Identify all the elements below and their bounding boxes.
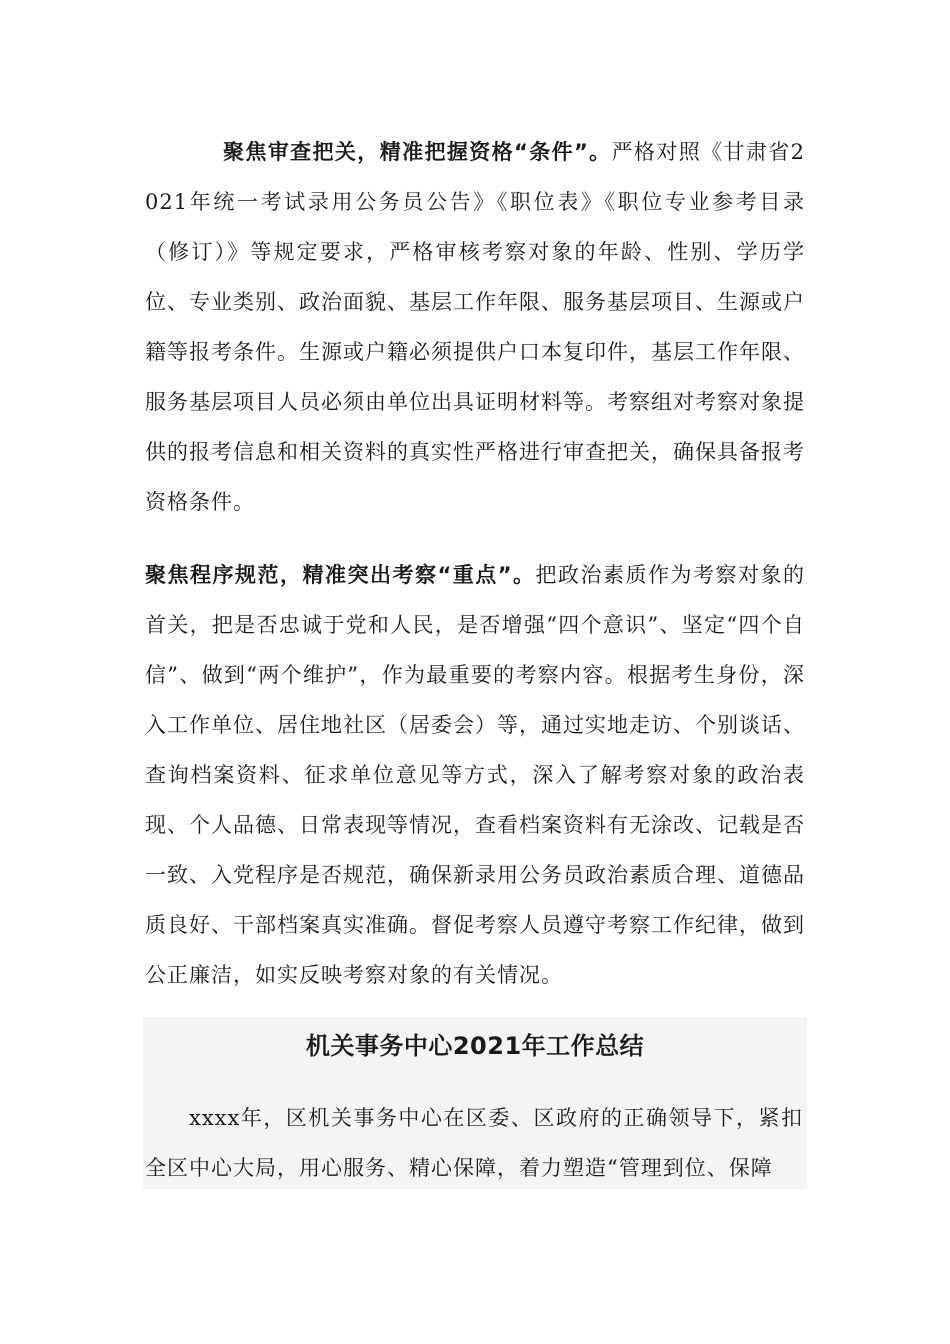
paragraph-qualification-review <box>145 127 805 527</box>
summary-title: 机关事务中心2021年工作总结 <box>305 1032 645 1060</box>
summary-body-text: xxxx年，区机关事务中心在区委、区政府的正确领导下，紧扣全区中心大局，用心服务、精心保障，着力塑造“管理到位、保障 <box>145 1106 803 1180</box>
paragraph-procedure-standard <box>145 550 805 1000</box>
paragraph-lead-heading: 聚焦审查把关，精准把握资格“条件”。 <box>223 140 612 164</box>
summary-excerpt-block <box>143 1017 807 1189</box>
paragraph-lead-heading: 聚焦程序规范，精准突出考察“重点”。 <box>145 563 536 587</box>
paragraph-body-text: 严格对照《甘肃省2021年统一考试录用公务员公告》《职位表》《职位专业参考目录（修订）》等规定要求，严格审核考察对象的年龄、性别、学历学位、专业类别、政治面貌、基层工作年限、服务基层项目、生源或户籍等报考条件。生源或户籍必须提供户口本复印件，基层工作年限、服务基层项目人员必须由单位出具证明材料等。考察组对考察对象提供的报考信息和相关资料的真实性严格进行审查把关，确保具备报考资格条件。 <box>145 140 805 514</box>
paragraph-body-text: 把政治素质作为考察对象的首关，把是否忠诚于党和人民，是否增强“四个意识”、坚定“四个自信”、做到“两个维护”，作为最重要的考察内容。根据考生身份，深入工作单位、居住地社区（居委会）等，通过实地走访、个别谈话、查询档案资料、征求单位意见等方式，深入了解考察对象的政治表现、个人品德、日常表现等情况，查看档案资料有无涂改、记载是否一致、入党程序是否规范，确保新录用公务员政治素质合理、道德品质良好、干部档案真实准确。督促考察人员遵守考察工作纪律，做到公正廉洁，如实反映考察对象的有关情况。 <box>145 563 806 987</box>
